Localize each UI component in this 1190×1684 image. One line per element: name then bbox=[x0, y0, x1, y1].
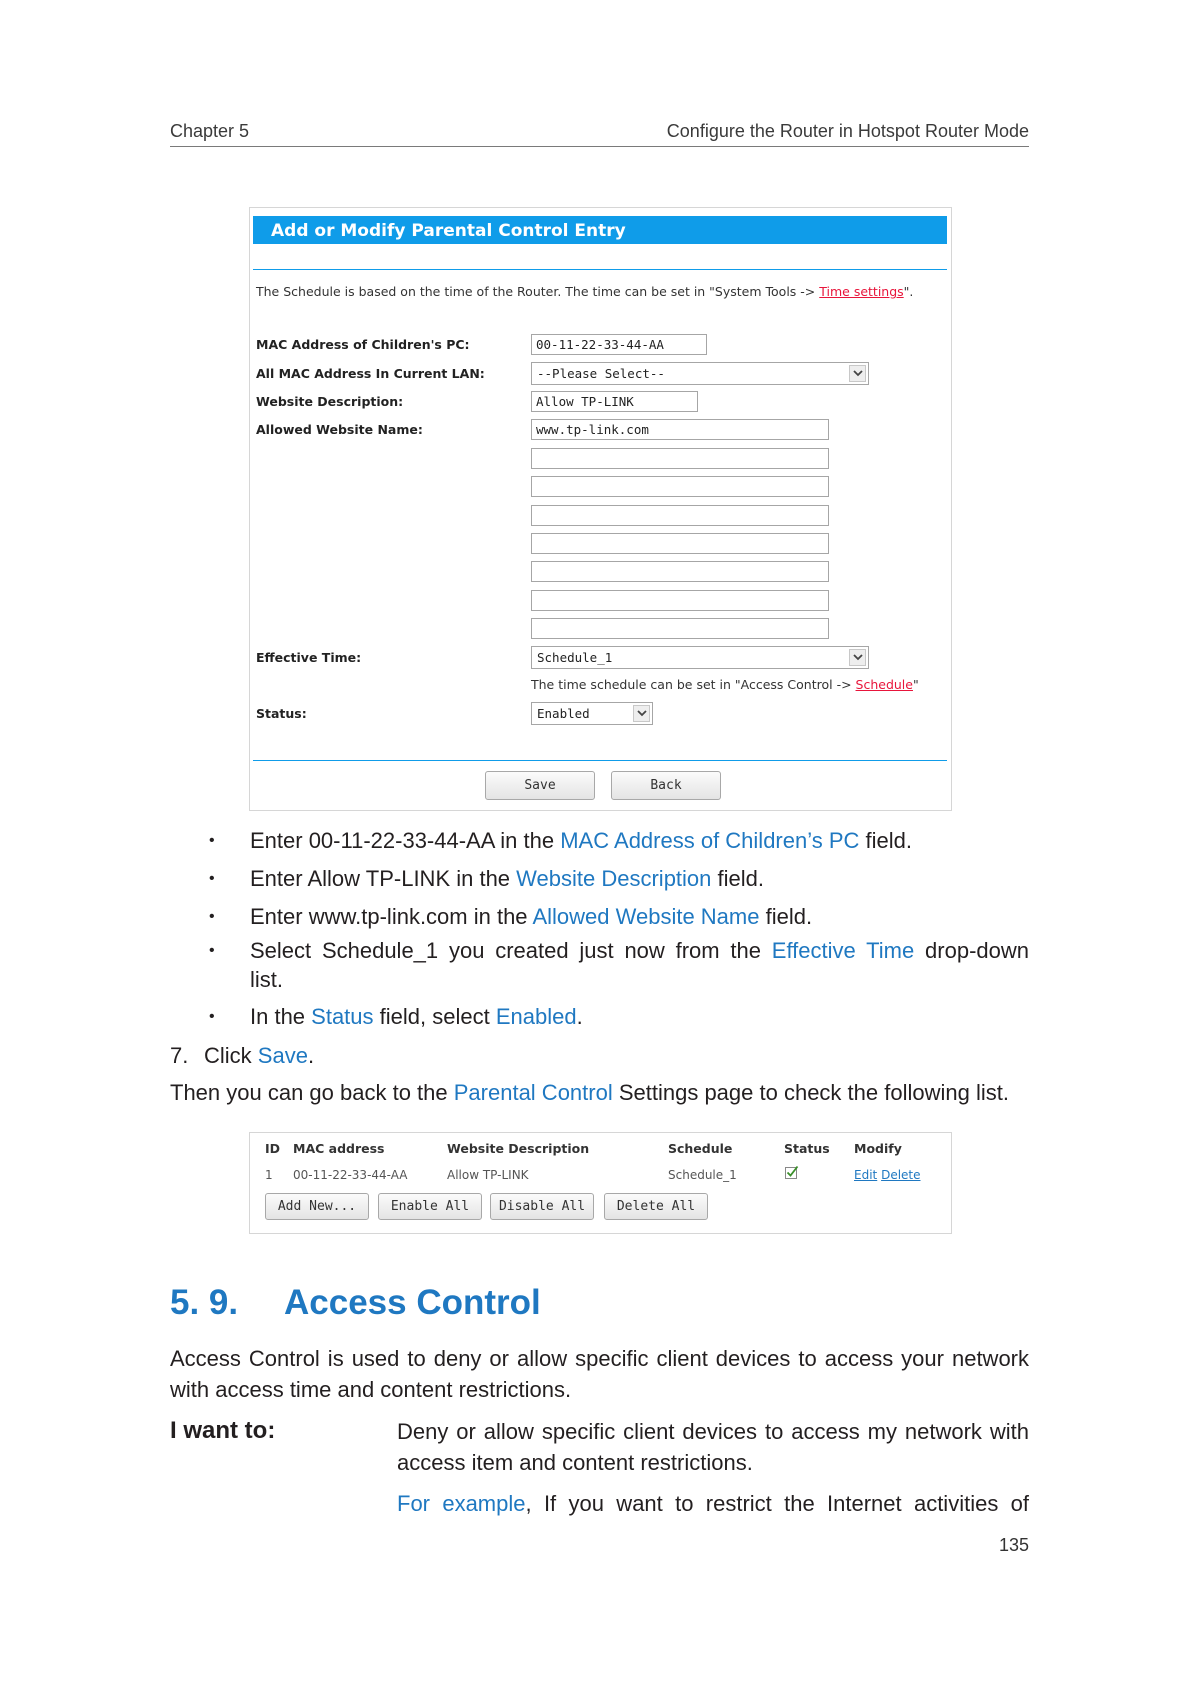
column-header-modify: Modify bbox=[854, 1141, 902, 1156]
allowed-website-label: Allowed Website Name: bbox=[256, 422, 423, 437]
intro-line-1: Access Control is used to deny or allow specific client devices to access your network bbox=[170, 1346, 1029, 1371]
step-text: Click Save. bbox=[204, 1043, 315, 1068]
bullet-marker: • bbox=[209, 832, 215, 849]
mac-label: MAC Address of Children's PC: bbox=[256, 337, 470, 352]
back-button[interactable]: Back bbox=[611, 771, 721, 800]
website-description-input[interactable]: Allow TP-LINK bbox=[531, 391, 698, 412]
schedule-note: The Schedule is based on the time of the Router. The time can be set in "System Tools -> Time settings". bbox=[256, 284, 914, 299]
delete-all-button[interactable]: Delete All bbox=[604, 1193, 708, 1220]
bullet-item: In the Status field, select Enabled. bbox=[250, 1004, 583, 1029]
effective-time-label: Effective Time: bbox=[256, 650, 362, 665]
edit-link[interactable]: Edit bbox=[854, 1168, 878, 1182]
status-label: Status: bbox=[256, 706, 307, 721]
effective-time-select[interactable]: Schedule_1 bbox=[531, 646, 869, 669]
for-example-link: For example bbox=[397, 1491, 526, 1516]
all-mac-label: All MAC Address In Current LAN: bbox=[256, 366, 485, 381]
bullet-item-continuation: list. bbox=[250, 967, 283, 992]
column-header-mac: MAC address bbox=[293, 1141, 385, 1156]
allowed-website-input-8[interactable] bbox=[531, 618, 829, 639]
status-select[interactable]: Enabled bbox=[531, 702, 653, 725]
form-bottom-rule bbox=[253, 760, 947, 761]
chevron-down-icon bbox=[849, 365, 866, 382]
form-top-rule bbox=[253, 269, 947, 270]
allowed-website-input-5[interactable] bbox=[531, 533, 829, 554]
allowed-website-input-4[interactable] bbox=[531, 505, 829, 526]
section-title: Access Control bbox=[284, 1283, 541, 1322]
row-modify bbox=[854, 1168, 921, 1182]
parental-control-form-screenshot bbox=[249, 207, 952, 811]
time-settings-link[interactable]: Time settings bbox=[819, 284, 904, 299]
schedule-link[interactable]: Schedule bbox=[855, 677, 913, 692]
chapter-label: Chapter 5 bbox=[170, 121, 250, 141]
intro-line-2: with access time and content restrictions. bbox=[170, 1377, 572, 1402]
all-mac-select[interactable]: --Please Select-- bbox=[531, 362, 869, 385]
save-button[interactable]: Save bbox=[485, 771, 595, 800]
chevron-down-icon bbox=[849, 649, 866, 666]
bullet-item: Enter Allow TP-LINK in the Website Description field. bbox=[250, 866, 764, 891]
allowed-website-input-1[interactable]: www.tp-link.com bbox=[531, 419, 829, 440]
column-header-id: ID bbox=[265, 1141, 281, 1156]
allowed-website-input-7[interactable] bbox=[531, 590, 829, 611]
row-description: Allow TP-LINK bbox=[447, 1168, 529, 1182]
page-number: 135 bbox=[998, 1535, 1029, 1555]
bullet-item: Enter 00-11-22-33-44-AA in the MAC Address of Children’s PC field. bbox=[250, 828, 912, 853]
form-title-bar bbox=[253, 216, 947, 244]
parental-control-list-screenshot bbox=[249, 1132, 952, 1234]
column-header-status: Status bbox=[784, 1141, 830, 1156]
allowed-website-input-3[interactable] bbox=[531, 476, 829, 497]
header-rule bbox=[170, 146, 1029, 147]
then-paragraph: Then you can go back to the Parental Control Settings page to check the following list. bbox=[170, 1080, 1009, 1105]
bullet-marker: • bbox=[209, 870, 215, 887]
header-section-title: Configure the Router in Hotspot Router Mode bbox=[666, 121, 1029, 141]
step-number: 7. bbox=[170, 1043, 189, 1068]
row-id: 1 bbox=[265, 1168, 273, 1182]
column-header-schedule: Schedule bbox=[668, 1141, 733, 1156]
time-schedule-note: The time schedule can be set in "Access Control -> Schedule" bbox=[531, 677, 919, 692]
want-label: I want to: bbox=[170, 1417, 276, 1444]
bullet-item: Enter www.tp-link.com in the Allowed Website Name field. bbox=[250, 904, 813, 929]
bullet-marker: • bbox=[209, 942, 215, 959]
bullet-marker: • bbox=[209, 908, 215, 925]
add-new-button[interactable]: Add New... bbox=[265, 1193, 369, 1220]
example-line: For example, If you want to restrict the Internet activities of bbox=[397, 1491, 1029, 1516]
form-title: Add or Modify Parental Control Entry bbox=[271, 221, 626, 241]
disable-all-button[interactable]: Disable All bbox=[490, 1193, 594, 1220]
column-header-description: Website Description bbox=[447, 1141, 590, 1156]
delete-link[interactable]: Delete bbox=[881, 1168, 921, 1182]
allowed-website-input-6[interactable] bbox=[531, 561, 829, 582]
bullet-marker: • bbox=[209, 1008, 215, 1025]
status-checkbox-icon[interactable] bbox=[785, 1165, 799, 1184]
mac-input[interactable]: 00-11-22-33-44-AA bbox=[531, 334, 707, 355]
enable-all-button[interactable]: Enable All bbox=[378, 1193, 482, 1220]
row-schedule: Schedule_1 bbox=[668, 1168, 737, 1182]
want-line-1: Deny or allow specific client devices to access my network with bbox=[397, 1419, 1029, 1444]
allowed-website-input-2[interactable] bbox=[531, 448, 829, 469]
website-description-label: Website Description: bbox=[256, 394, 404, 409]
section-number: 5. 9. bbox=[170, 1283, 239, 1322]
bullet-item: Select Schedule_1 you created just now from the Effective Time drop-down bbox=[250, 938, 1029, 963]
want-line-2: access item and content restrictions. bbox=[397, 1450, 753, 1475]
chevron-down-icon bbox=[633, 705, 650, 722]
row-mac: 00-11-22-33-44-AA bbox=[293, 1168, 408, 1182]
